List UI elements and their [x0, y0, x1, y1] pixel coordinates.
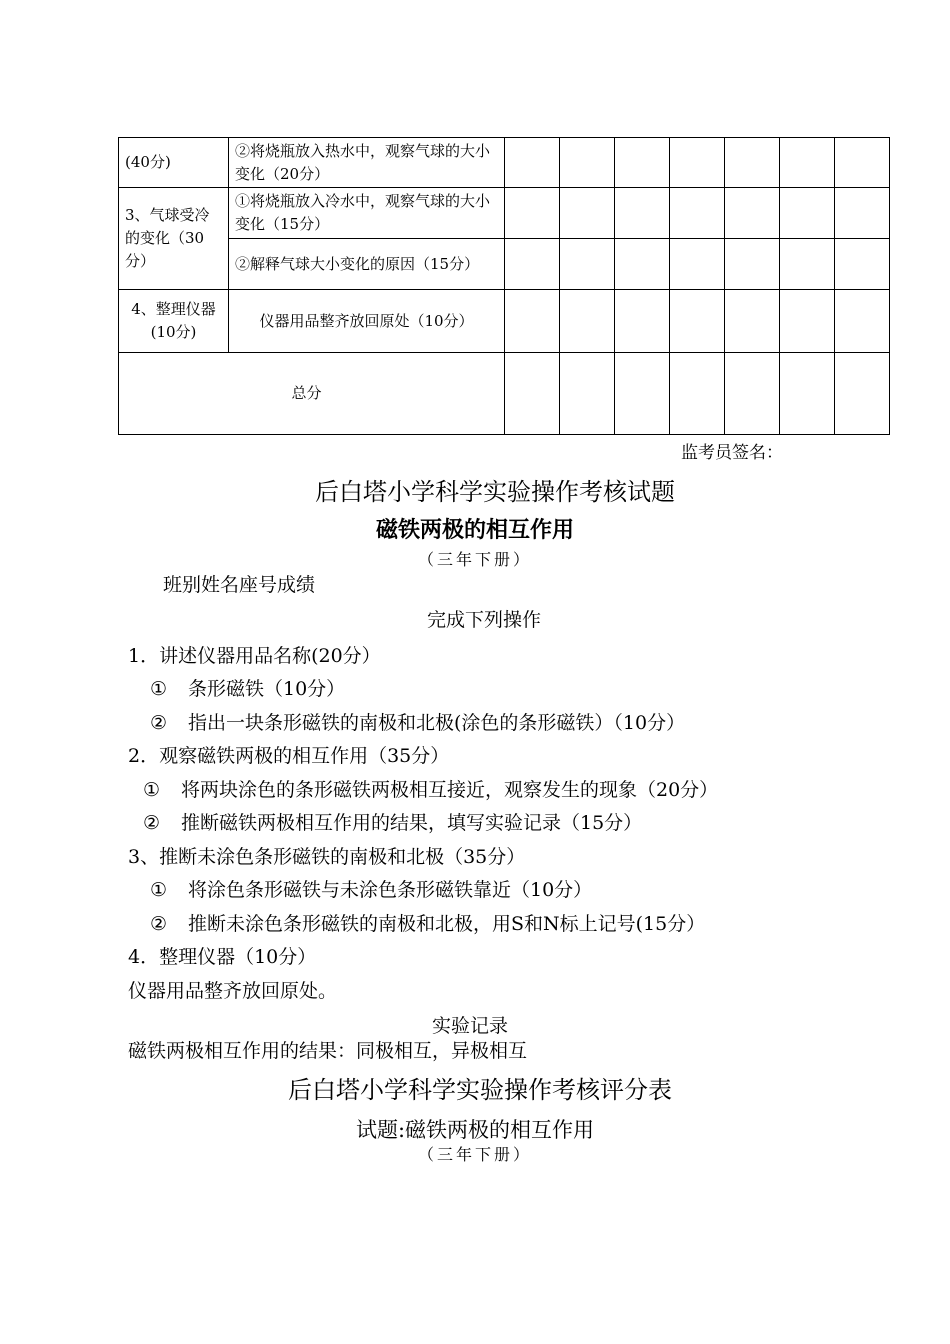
- table-row-total: [119, 353, 890, 435]
- question-3: 3、推断未涂色条形磁铁的南极和北极（35分）: [128, 846, 526, 868]
- score-cell: [670, 239, 725, 290]
- exam-subject: 磁铁两极的相互作用: [375, 518, 574, 543]
- score-table: [118, 137, 890, 435]
- score-cell: [615, 290, 670, 353]
- record-title: 实验记录: [432, 1015, 509, 1037]
- step-marker: ②: [150, 913, 168, 935]
- student-info-line: 班别姓名座号成绩: [163, 574, 316, 596]
- score-cell: [725, 239, 780, 290]
- score-cell: [835, 138, 890, 188]
- question-1a: [150, 674, 345, 701]
- question-1: 1．讲述仪器用品名称(20分）: [128, 645, 381, 667]
- requirement-cell: ②解释气球大小变化的原因（15分）: [229, 239, 505, 290]
- score-cell: [670, 290, 725, 353]
- score-cell: [780, 290, 835, 353]
- step-text: 将涂色条形磁铁与未涂色条形磁铁靠近（10分）: [188, 879, 593, 901]
- score-cell: [780, 188, 835, 239]
- total-label: 总分: [291, 384, 322, 402]
- score-cell: [725, 290, 780, 353]
- record-line: 磁铁两极相互作用的结果：同极相互，异极相互: [128, 1040, 528, 1062]
- requirement-cell: ②将烧瓶放入热水中，观察气球的大小变化（20分）: [229, 138, 505, 188]
- score-cell: [505, 188, 560, 239]
- item-cell: (40分): [119, 138, 229, 188]
- score-cell: [505, 239, 560, 290]
- score-cell: [835, 290, 890, 353]
- step-marker: ①: [150, 678, 168, 700]
- score-cell: [835, 239, 890, 290]
- score-cell: [670, 353, 725, 435]
- table-row: [119, 188, 890, 239]
- question-4: 4．整理仪器（10分）: [128, 946, 317, 968]
- instruction: 完成下列操作: [427, 609, 542, 631]
- question-3a: [150, 875, 592, 902]
- scoring-subject: 试题:磁铁两极的相互作用: [355, 1118, 595, 1142]
- score-cell: [780, 353, 835, 435]
- item-cell: 4、整理仪器(10分): [119, 290, 229, 353]
- score-cell: [780, 239, 835, 290]
- score-cell: [560, 239, 615, 290]
- step-marker: ②: [150, 712, 168, 734]
- score-cell: [615, 239, 670, 290]
- table-row: [119, 138, 890, 188]
- table-row: [119, 290, 890, 353]
- step-text: 推断未涂色条形磁铁的南极和北极，用S和N标上记号(15分）: [188, 913, 706, 935]
- total-cell: [119, 353, 505, 435]
- score-cell: [835, 353, 890, 435]
- score-cell: [670, 138, 725, 188]
- requirement-cell: ①将烧瓶放入冷水中，观察气球的大小变化（15分）: [229, 188, 505, 239]
- score-cell: [560, 353, 615, 435]
- signature-label: 监考员签名：: [681, 443, 783, 463]
- question-2a: [143, 775, 718, 802]
- score-cell: [670, 188, 725, 239]
- score-cell: [505, 138, 560, 188]
- score-cell: [560, 188, 615, 239]
- step-text: 将两块涂色的条形磁铁两极相互接近，观察发生的现象（20分）: [181, 779, 719, 801]
- question-4a: 仪器用品整齐放回原处。: [128, 980, 338, 1002]
- score-cell: [615, 138, 670, 188]
- exam-grade: （三年下册）: [417, 550, 532, 569]
- step-marker: ①: [150, 879, 168, 901]
- exam-title: 后白塔小学科学实验操作考核试题: [315, 478, 675, 506]
- step-text: 推断磁铁两极相互作用的结果，填写实验记录（15分）: [181, 812, 643, 834]
- step-marker: ①: [143, 779, 161, 801]
- score-cell: [725, 188, 780, 239]
- score-cell: [725, 138, 780, 188]
- score-cell: [560, 290, 615, 353]
- question-2: 2．观察磁铁两极的相互作用（35分）: [128, 745, 450, 767]
- score-cell: [835, 188, 890, 239]
- step-text: 条形磁铁（10分）: [188, 678, 346, 700]
- score-cell: [725, 353, 780, 435]
- score-cell: [780, 138, 835, 188]
- requirement-cell: 仪器用品整齐放回原处（10分）: [229, 290, 505, 353]
- scoring-title: 后白塔小学科学实验操作考核评分表: [288, 1076, 672, 1104]
- question-1b: [150, 708, 685, 735]
- score-cell: [505, 290, 560, 353]
- step-text: 指出一块条形磁铁的南极和北极(涂色的条形磁铁）（10分）: [188, 712, 686, 734]
- question-2b: [143, 808, 642, 835]
- score-cell: [505, 353, 560, 435]
- step-marker: ②: [143, 812, 161, 834]
- score-cell: [560, 138, 615, 188]
- scoring-grade: （三年下册）: [417, 1145, 532, 1164]
- score-cell: [615, 353, 670, 435]
- question-3b: [150, 909, 705, 936]
- table-row: [119, 239, 890, 290]
- score-cell: [615, 188, 670, 239]
- item-cell: 3、气球受冷的变化（30分）: [119, 188, 229, 290]
